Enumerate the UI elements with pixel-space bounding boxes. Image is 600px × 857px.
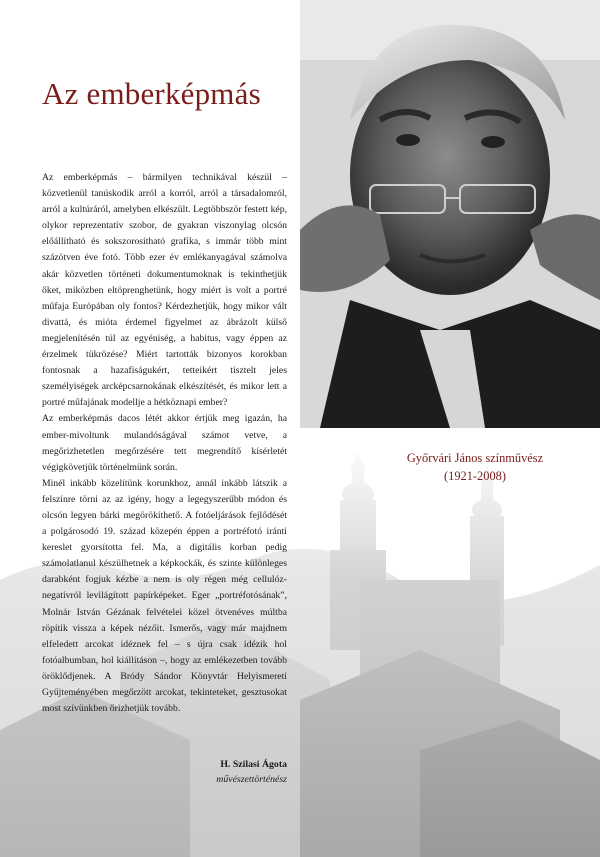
photo-caption: [390, 449, 560, 485]
article-paragraph: Minél inkább közelítünk korunkhoz, annál inkább látszik a felszínre törni az az igény, hogy a legegyszerűbb módon és olcsón legyen bárki megörökíthető. A fotóeljárások fejlődését a polgárosodó 19. század közepén éppen a portréfotó iránti kereslet gyorsította fel. Ma, a digitális korban pedig számolatlanul készülhetnek a képkockák, és szinte különleges darabként fogjuk kézbe a nem is oly régen még cellulóz-negatívról levilágított papírképeket. Eger „portréfotósának”, Molnár István Gézának felvételei közel ötvenéves múltba röpítik vissza a képek nézőit. Ismerős, vagy már majdnem elfeledett arcokat idéznek fel – s újra csak idézik hol fotóalbumban, hol kiállításon –, hogy az emlékezetben tovább öröklődjenek. A Bródy Sándor Könyvtár Helyismereti Gyűjteményében megőrzött arcokat, tekinteteket, gesztusokat most szívünkben őrizhetjük tovább.: [42, 477, 287, 715]
author-name: H. Szilasi Ágota: [220, 759, 287, 770]
page-title: Az emberképmás: [42, 76, 261, 111]
article-body: [42, 170, 287, 717]
article-paragraph: Az emberképmás – bármilyen technikával készül – közvetlenül tanúskodik arról a korról, arról a társadalomról, arról a kultúráról, amelyben elkészült. Legtöbbször festett kép, olykor reprezentatív szobor, de gyakran viszonylag olcsón előállítható és sokszorosítható grafika, s immár több mint százötven éve fotó. Több ezer év emlékanyagával számolva akár közvetlen történeti dokumentumoknak is tekinthetjük őket, miközben eltöprenghetünk, hogy miért is volt a portré műfaja Európában oly fontos? Kérdezhetjük, hogy mikor vált divattá, és mióta érdemel figyelmet az ábrázolt külső megjelenítésén túl az egyéniség, a habitus, vagy éppen az érzelmek tükrözése? Miért tartották bizonyos korokban fontosnak a hazafiságukért, tetteikért tisztelt jeles személyiségek arcképcsarnokának elkészítését, és mikor lett a portré műfajának modellje a hétköznapi ember?: [42, 172, 287, 409]
caption-dates: (1921-2008): [444, 469, 506, 483]
caption-name: Győrvári János színművész: [406, 451, 544, 465]
author-signature: [42, 757, 287, 787]
author-role: művészettörténész: [216, 774, 287, 785]
article-paragraph: Az emberképmás dacos létét akkor értjük meg igazán, ha ember-mivoltunk mulandóságával számot vetve, a megőrizhetetlen megőrzésére tett megrendítő kísérletét végigkövetjük történelmünk során.: [42, 413, 287, 473]
portrait-photo: [300, 0, 600, 428]
